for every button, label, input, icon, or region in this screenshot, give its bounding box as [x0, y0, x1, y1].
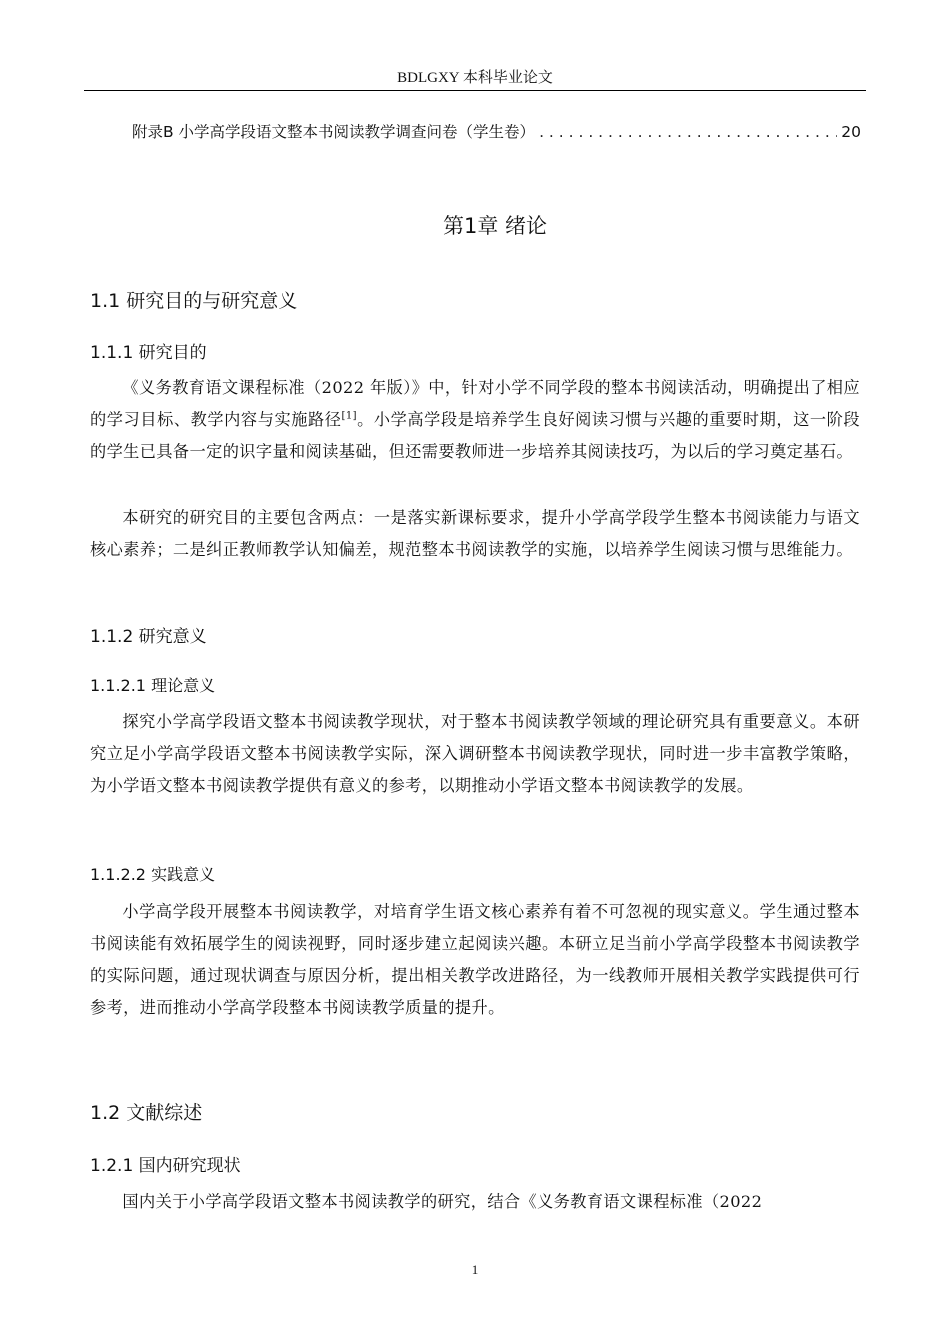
toc-leader-dots [539, 123, 837, 141]
toc-entry-page: 20 [841, 123, 861, 141]
chapter-title: 第1章 绪论 [442, 214, 548, 238]
citation-marker[interactable]: [1] [341, 410, 357, 422]
paragraph-research-purpose-1: 《义务教育语文课程标准（2022 年版）》中，针对小学不同学段的整本书阅读活动，明确提出了相应的学习目标、教学内容与实施路径[1]。小学高学段是培养学生良好阅读习惯与兴趣的重要时期，这一阶段的学生已具备一定的识字量和阅读基础，但还需要教师进一步培养其阅读技巧，为以后的学习奠定基石。 [90, 378, 861, 461]
section-heading-1-1: 1.1 研究目的与研究意义 [90, 290, 298, 312]
header-rule [84, 90, 866, 91]
paragraph-theoretical-significance: 探究小学高学段语文整本书阅读教学现状，对于整本书阅读教学领域的理论研究具有重要意义。本研究立足小学高学段语文整本书阅读教学实际，深入调研整本书阅读教学现状，同时进一步丰富教学策略，为小学语文整本书阅读教学提供有意义的参考，以期推动小学语文整本书阅读教学的发展。 [90, 712, 860, 795]
section-heading-1-2: 1.2 文献综述 [90, 1102, 203, 1124]
section-heading-1-1-1: 1.1.1 研究目的 [90, 343, 207, 363]
toc-entry[interactable] [132, 120, 861, 142]
page-number: 1 [471, 1262, 479, 1277]
section-heading-1-1-2-1: 1.1.2.1 理论意义 [90, 676, 216, 695]
toc-entry-label: 附录B 小学高学段语文整本书阅读教学调查问卷（学生卷） [132, 123, 536, 141]
paragraph-research-purpose-2: 本研究的研究目的主要包含两点：一是落实新课标要求，提升小学高学段学生整本书阅读能力与语文核心素养；二是纠正教师教学认知偏差，规范整本书阅读教学的实施，以培养学生阅读习惯与思维能力。 [90, 508, 860, 559]
section-heading-1-1-2: 1.1.2 研究意义 [90, 627, 207, 647]
paragraph-practical-significance: 小学高学段开展整本书阅读教学，对培育学生语文核心素养有着不可忽视的现实意义。学生通过整本书阅读能有效拓展学生的阅读视野，同时逐步建立起阅读兴趣。本研立足当前小学高学段整本书阅读教学的实际问题，通过现状调查与原因分析，提出相关教学改进路径，为一线教师开展相关教学实践提供可行参考，进而推动小学高学段整本书阅读教学质量的提升。 [90, 902, 860, 1017]
section-heading-1-2-1: 1.2.1 国内研究现状 [90, 1156, 241, 1176]
running-header: BDLGXY 本科毕业论文 [397, 70, 553, 86]
section-heading-1-1-2-2: 1.1.2.2 实践意义 [90, 865, 216, 884]
paragraph-domestic-research: 国内关于小学高学段语文整本书阅读教学的研究，结合《义务教育语文课程标准（2022 [122, 1192, 763, 1211]
